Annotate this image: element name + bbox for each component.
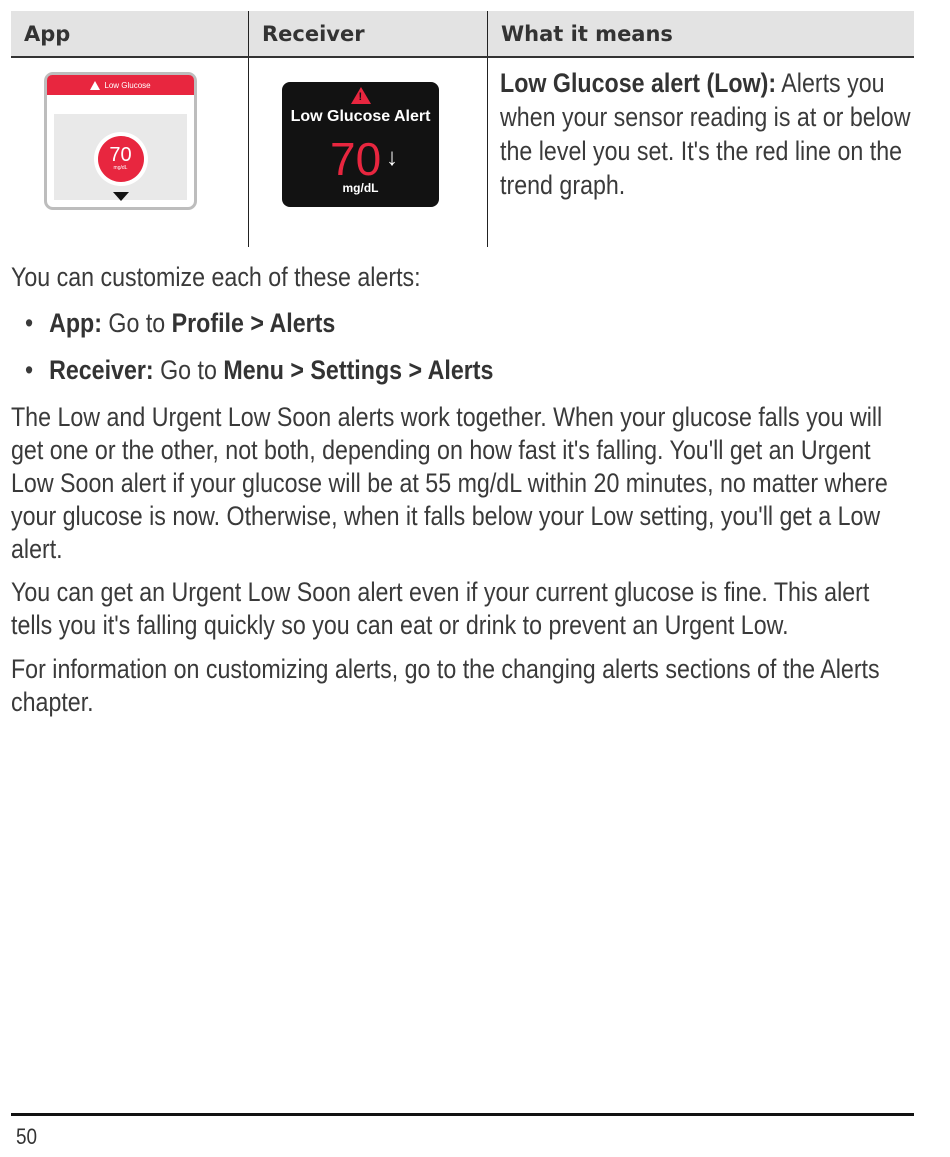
app-alert-screen: [44, 72, 197, 210]
receiver-glucose-unit: mg/dL: [342, 181, 379, 195]
bullet-icon: •: [25, 355, 34, 385]
meaning-title: Low Glucose alert (Low):: [500, 68, 777, 98]
list-item: • App: Go to Profile > Alerts: [25, 308, 336, 338]
table-header-row: [11, 11, 914, 57]
menu-path-app: Profile > Alerts: [171, 308, 336, 338]
app-cell: [11, 57, 249, 247]
app-glucose-unit: mg/dL: [113, 165, 128, 171]
page-number: 50: [16, 1124, 38, 1149]
meaning-description: Alerts you when your sensor reading is at or below the level you set. It's the red line on the trend graph.: [500, 68, 911, 200]
bubble-pointer-icon: [113, 192, 129, 201]
trend-arrow-down-icon: ↓: [386, 144, 398, 171]
list-item: • Receiver: Go to Menu > Settings > Alerts: [25, 355, 494, 385]
app-glucose-value: 70: [109, 144, 132, 166]
alerts-table: [11, 11, 914, 247]
app-alert-bar-label: Low Glucose: [104, 80, 151, 90]
paragraph-more-info: For information on customizing alerts, go to the changing alerts sections of the Alerts chapter.: [11, 654, 880, 717]
receiver-glucose-value: 70: [330, 133, 382, 185]
column-header-meaning: What it means: [488, 11, 915, 57]
receiver-alert-title: Low Glucose Alert: [290, 108, 431, 125]
glucose-bubble: [94, 132, 148, 186]
receiver-cell: [249, 57, 488, 247]
footer-divider: [11, 1113, 914, 1116]
column-header-app: App: [11, 11, 249, 57]
receiver-alert-screen: [282, 82, 439, 207]
column-header-receiver: Receiver: [249, 11, 488, 57]
manual-page: [11, 11, 914, 717]
meaning-cell: [488, 57, 915, 247]
paragraph-low-urgent: The Low and Urgent Low Soon alerts work together. When your glucose falls you will get one or the other, not both, depending on how fast it's falling. You'll get an Urgent Low Soon alert if your glucose will be at 55 mg/dL within 20 minutes, no matter where your glucose is now. Otherwise, when it falls below your Low setting, you'll get a Low alert.: [11, 402, 888, 564]
table-row: [11, 57, 914, 247]
paragraph-urgent-low-soon: You can get an Urgent Low Soon alert even if your current glucose is fine. This alert tells you it's falling quickly so you can eat or drink to prevent an Urgent Low.: [11, 577, 870, 640]
app-graph-area: [54, 114, 187, 200]
meaning-text: [488, 58, 942, 202]
menu-path-receiver: Menu > Settings > Alerts: [223, 355, 494, 385]
bullet-label-app: App:: [49, 308, 102, 338]
bullet-icon: •: [25, 308, 34, 338]
warning-icon: !: [351, 87, 371, 104]
warning-icon: [90, 81, 100, 90]
app-alert-bar: [47, 75, 194, 95]
customize-lead: You can customize each of these alerts:: [11, 262, 421, 292]
bullet-label-receiver: Receiver:: [49, 355, 154, 385]
